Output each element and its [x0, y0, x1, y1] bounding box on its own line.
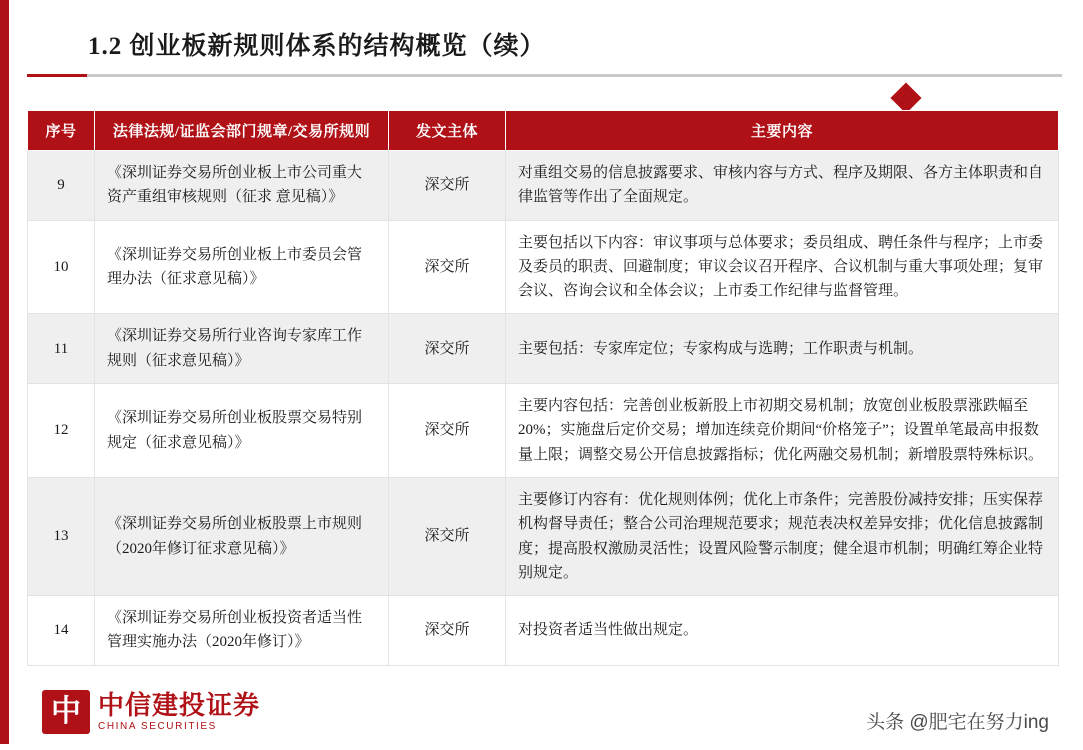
cell-content: 对重组交易的信息披露要求、审核内容与方式、程序及期限、各方主体职责和自律监管等作出了全面规定。 — [506, 151, 1059, 221]
cell-name: 《深圳证券交易所行业咨询专家库工作规则（征求意见稿）》 — [95, 314, 389, 384]
cell-name: 《深圳证券交易所创业板上市公司重大资产重组审核规则（征求 意见稿）》 — [95, 151, 389, 221]
table-header-row — [28, 111, 1059, 151]
logo-text-block — [98, 692, 260, 732]
logo-glyph: 中 — [51, 695, 81, 728]
bottom-edge — [0, 744, 1083, 750]
logo-mark-icon — [42, 690, 90, 734]
cell-no: 9 — [28, 151, 95, 221]
cell-name: 《深圳证券交易所创业板投资者适当性管理实施办法（2020年修订）》 — [95, 596, 389, 666]
watermark-text: 头条 @肥宅在努力ing — [866, 712, 1049, 733]
cell-no: 10 — [28, 220, 95, 314]
table-header — [28, 111, 1059, 151]
cell-issuer: 深交所 — [389, 477, 506, 595]
table-row — [28, 151, 1059, 221]
table-row — [28, 220, 1059, 314]
cell-issuer: 深交所 — [389, 314, 506, 384]
page-title: 1.2 创业板新规则体系的结构概览（续） — [88, 33, 546, 60]
cell-content: 主要内容包括：完善创业板新股上市初期交易机制；放宽创业板股票涨跌幅至20%；实施盘后定价交易；增加连续竞价期间“价格笼子”；设置单笔最高申报数量上限；调整交易公开信息披露指标；优化两融交易机制；新增股票特殊标识。 — [506, 384, 1059, 478]
company-logo — [42, 690, 260, 734]
cell-name: 《深圳证券交易所创业板上市委员会管理办法（征求意见稿）》 — [95, 220, 389, 314]
left-accent-bar — [0, 0, 14, 750]
logo-name-cn: 中信建投证券 — [98, 690, 261, 720]
table-row — [28, 384, 1059, 478]
table-row — [28, 596, 1059, 666]
column-header-content: 主要内容 — [506, 111, 1059, 151]
cell-issuer: 深交所 — [389, 596, 506, 666]
cell-issuer: 深交所 — [389, 220, 506, 314]
column-header-issuer: 发文主体 — [389, 111, 506, 151]
cell-name: 《深圳证券交易所创业板股票交易特别规定（征求意见稿）》 — [95, 384, 389, 478]
cell-issuer: 深交所 — [389, 384, 506, 478]
cell-name: 《深圳证券交易所创业板股票上市规则（2020年修订征求意见稿）》 — [95, 477, 389, 595]
cell-no: 13 — [28, 477, 95, 595]
cell-content: 主要包括：专家库定位；专家构成与选聘；工作职责与机制。 — [506, 314, 1059, 384]
cell-no: 14 — [28, 596, 95, 666]
rules-table-container — [27, 110, 1059, 666]
cell-content: 主要包括以下内容：审议事项与总体要求；委员组成、聘任条件与程序；上市委及委员的职责、回避制度；审议会议召开程序、合议机制与重大事项处理；复审会议、咨询会议和全体会议；上市委工作纪律与监督管理。 — [506, 220, 1059, 314]
cell-content: 对投资者适当性做出规定。 — [506, 596, 1059, 666]
rules-table — [27, 110, 1059, 666]
cell-no: 12 — [28, 384, 95, 478]
cell-issuer: 深交所 — [389, 151, 506, 221]
table-body — [28, 151, 1059, 666]
cell-no: 11 — [28, 314, 95, 384]
cell-content: 主要修订内容有：优化规则体例；优化上市条件；完善股份减持安排；压实保荐机构督导责任；整合公司治理规范要求；规范表决权差异安排；优化信息披露制度；提高股权激励灵活性；设置风险警示制度；健全退市机制；明确红筹企业特别规定。 — [506, 477, 1059, 595]
column-header-no: 序号 — [28, 111, 95, 151]
logo-name-en: CHINA SECURITIES — [98, 721, 217, 733]
table-row — [28, 477, 1059, 595]
title-divider — [27, 74, 1062, 77]
column-header-name: 法律法规/证监会部门规章/交易所规则 — [95, 111, 389, 151]
diamond-decoration-icon — [890, 82, 921, 113]
table-row — [28, 314, 1059, 384]
